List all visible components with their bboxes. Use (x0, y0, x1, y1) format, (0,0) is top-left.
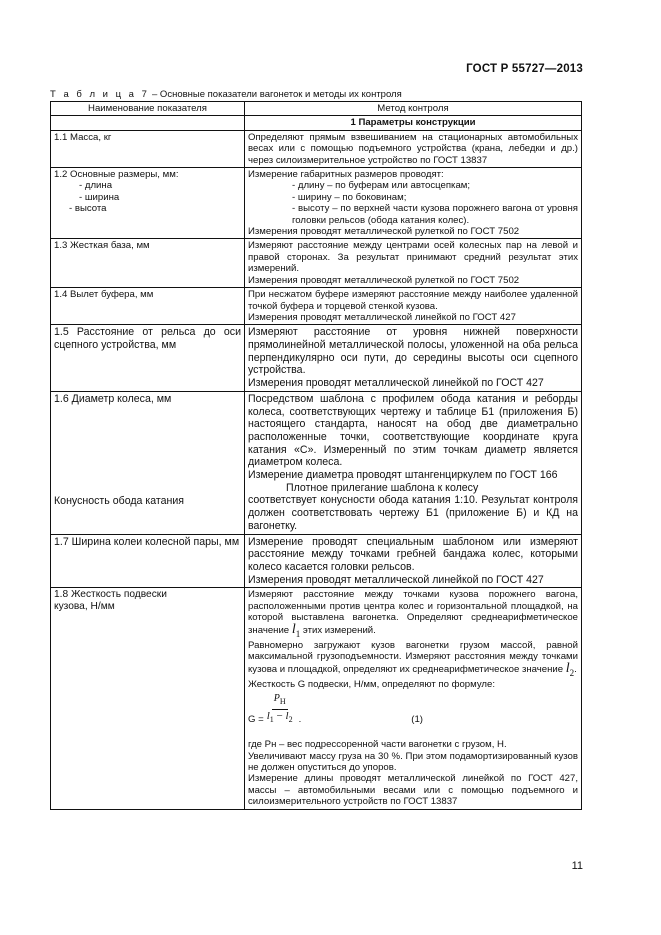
row-name: 1.8 Жесткость подвески кузова, Н/мм (51, 588, 245, 809)
page-number: 11 (571, 860, 583, 872)
table-caption (50, 89, 402, 100)
table-header-row (51, 102, 582, 116)
standard-id: ГОСТ Р 55727—2013 (466, 63, 583, 75)
symbol-l2: $l_2$ (565, 660, 575, 678)
table-caption-text: – Основные показатели вагонеток и методы их контроля (149, 89, 402, 100)
table-row (51, 288, 582, 325)
table-row (51, 391, 582, 534)
table-row (51, 588, 582, 809)
row-name: 1.4 Вылет буфера, мм (51, 288, 245, 325)
row-method: Определяют прямым взвешиванием на стационарных автомобильных весах или с помощью подъемного устройства (крана, лебедки и др.) через силоизмерительное устройство по ГОСТ 13837 (245, 130, 582, 167)
section-title: 1 Параметры конструкции (245, 116, 582, 130)
col-header-method: Метод контроля (245, 102, 582, 116)
row-method: Измеряют расстояние от уровня нижней поверхности прямолинейной металлической полосы, уложенной на оба рельса перпендикулярно оси пути, до середины высоты оси сцепного устройства. Измерения проводят металлической линейкой по ГОСТ 427 (245, 325, 582, 392)
equation-number: (1) (411, 713, 423, 725)
row-method: Измеряют расстояние между точками кузова порожнего вагона, расположенными против центра колес и горизонтальной площадкой, на которой выставлена вагонетка. Определяют среднеарифметическое значение $l_1$ этих измерений. Равномерно загружают кузов вагонетки грузом массой, равной максимальной грузоподъемности. Измеряют расстояния между точками кузова и площадкой, определяют их среднеарифметическое значение $l_2$. Жесткость G подвески, Н/мм, определяют по формуле: G = $\frac{P_Н}{l_1 - l_2}$ . (1) где Рн – вес подрессоренной части вагонетки с грузом, Н. Увеличивают массу груза на 30 %. При этом подамортизированный кузов не должен опуститься до упоров. Измерение длины проводят металлической линейкой по ГОСТ 427, массы – автомобильными весами или с помощью подъемного и силоизмерительного устройств по ГОСТ 13837 (245, 588, 582, 809)
table-row (51, 130, 582, 167)
row-name: 1.6 Диаметр колеса, мм Конусность обода катания (51, 391, 245, 534)
row-name: 1.2 Основные размеры, мм: - длина - ширина - высота (51, 168, 245, 239)
table-caption-label: Т а б л и ц а 7 (50, 89, 150, 100)
symbol-l1: $l_1$ (291, 621, 301, 639)
formula-fraction: $\frac{P_Н}{l_1 - l_2}$ (266, 693, 293, 724)
row-name: 1.1 Масса, кг (51, 130, 245, 167)
row-method: Посредством шаблона с профилем обода катания и реборды колеса, соответствующих чертежу и таблице Б1 (приложения Б) настоящего стандарта, наносят на обод две диаметрально расположенные точки, соответствующие координате круга катания «С». Измеренный по этим точкам диаметр является диаметром колеса. Измерение диаметра проводят штангенциркулем по ГОСТ 166 Плотное прилегание шаблона к колесу соответствует конусности обода катания 1:10. Результат контроля должен соответствовать чертежу Б1 (приложение Б) и КД на вагонетку. (245, 391, 582, 534)
row-method: Измеряют расстояние между центрами осей колесных пар на левой и правой сторонах. За результат принимают средний результат этих измерений. Измерения проводят металлической рулеткой по ГОСТ 7502 (245, 239, 582, 288)
table-row (51, 534, 582, 588)
row-name: 1.5 Расстояние от рельса до оси сцепного устройства, мм (51, 325, 245, 392)
table-row (51, 325, 582, 392)
row-name: 1.7 Ширина колеи колесной пары, мм (51, 534, 245, 588)
section-row (51, 116, 582, 130)
row-method: Измерение габаритных размеров проводят: - длину – по буферам или автосцепкам; - ширину – по боковинам; - высоту – по верхней части кузова порожнего вагона от уровня головки рельсов (обода катания колес). Измерения проводят металлической рулеткой по ГОСТ 7502 (245, 168, 582, 239)
table-row (51, 239, 582, 288)
row-method: При несжатом буфере измеряют расстояние между наиболее удаленной точкой буфера и торцевой стенкой кузова. Измерения проводят металлической линейкой по ГОСТ 427 (245, 288, 582, 325)
parameters-table (50, 101, 582, 810)
stiffness-formula: G = $\frac{P_Н}{l_1 - l_2}$ . (1) (248, 693, 423, 725)
col-header-name: Наименование показателя (51, 102, 245, 116)
table-row (51, 168, 582, 239)
row-method: Измерение проводят специальным шаблоном или измеряют расстояние между точками гребней бандажа колес, которыми колесо касается головки рельсов. Измерения проводят металлической линейкой по ГОСТ 427 (245, 534, 582, 588)
row-name: 1.3 Жесткая база, мм (51, 239, 245, 288)
